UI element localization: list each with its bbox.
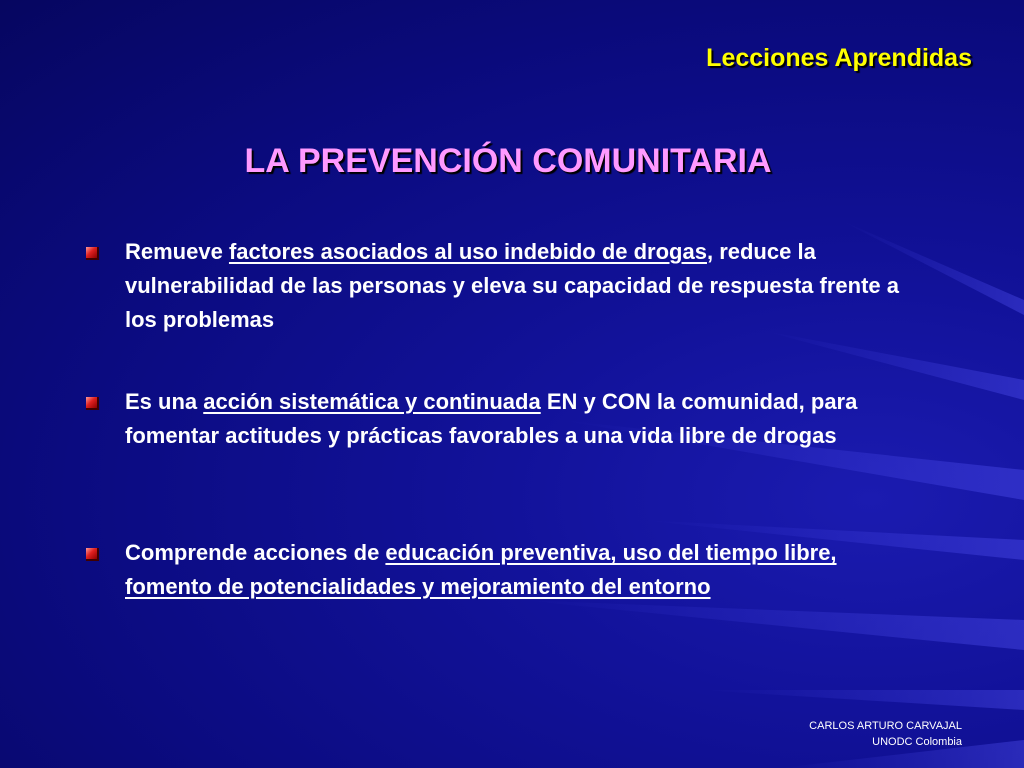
slide-footer: [809, 718, 962, 750]
slide-title: LA PREVENCIÓN COMUNITARIA: [244, 142, 772, 180]
bullet-text: EN y CON la comunidad, para fomentar actitudes y prácticas favorables a una vida libre de drogas: [125, 389, 858, 448]
slide-header: Lecciones Aprendidas: [706, 44, 972, 72]
bullet-text: Comprende acciones de: [125, 540, 386, 565]
bullet-underlined-text: acción sistemática y continuada: [203, 389, 541, 414]
bullet-underlined-text: educación preventiva, uso del tiempo libre, fomento de potencialidades y mejoramiento del entorno: [125, 540, 837, 599]
square-bullet-icon: [86, 548, 99, 561]
bullet-text: , reduce la vulnerabilidad de las personas y eleva su capacidad de respuesta frente a los problemas: [125, 239, 899, 332]
bullet-item: [125, 536, 925, 604]
bullet-underlined-text: factores asociados al uso indebido de drogas: [228, 239, 707, 264]
square-bullet-icon: [86, 397, 99, 410]
square-bullet-icon: [86, 247, 99, 260]
bullet-text: Es una: [125, 389, 204, 414]
footer-organization: UNODC Colombia: [872, 736, 962, 748]
bullet-text: Remueve: [125, 239, 229, 264]
bullet-item: [125, 235, 925, 337]
bullet-item: [125, 385, 925, 453]
footer-author: CARLOS ARTURO CARVAJAL: [809, 720, 962, 732]
